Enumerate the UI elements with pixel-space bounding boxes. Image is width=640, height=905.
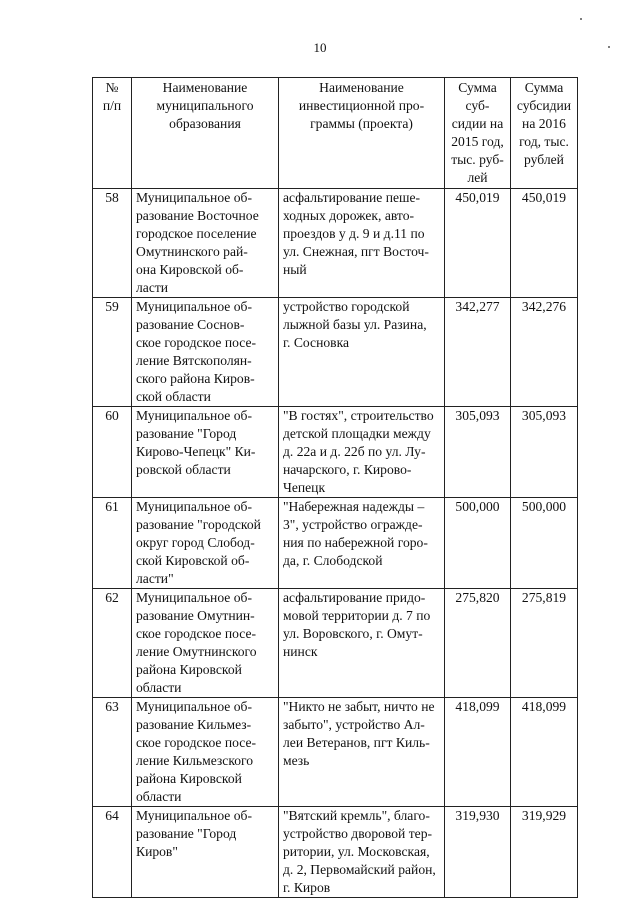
header-program: Наименование инвестиционной про- граммы (проекта) [279,78,445,189]
program-name: "В гостях", строительство детской площадки между д. 22а и д. 22б по ул. Лу- начарского, г. Кирово- Чепецк [279,407,445,498]
table-row [93,807,578,898]
municipality-name: Муниципальное об- разование Соснов- ское городское посе- ление Вятскополян- ского района Киров- ской области [132,298,279,407]
subsidy-2015: 342,277 [445,298,511,407]
row-number: 61 [93,498,132,589]
table-row [93,298,578,407]
header-number: № п/п [93,78,132,189]
row-number: 63 [93,698,132,807]
municipality-name: Муниципальное об- разование "Город Киров" [132,807,279,898]
municipality-name: Муниципальное об- разование "городской округ город Слобод- ской Кировской об- ласти" [132,498,279,589]
table-row [93,189,578,298]
program-name: асфальтирование придо- мовой территории д. 7 по ул. Воровского, г. Омут- нинск [279,589,445,698]
row-number: 59 [93,298,132,407]
municipality-name: Муниципальное об- разование Восточное городское поселение Омутнинского рай- она Кировской об- ласти [132,189,279,298]
subsidy-2015: 305,093 [445,407,511,498]
row-number: 60 [93,407,132,498]
subsidy-2016: 319,929 [511,807,578,898]
header-sum-2016: Сумма субсидии на 2016 год, тыс. рублей [511,78,578,189]
subsidy-2015: 500,000 [445,498,511,589]
row-number: 64 [93,807,132,898]
table-row [93,698,578,807]
program-name: "Никто не забыт, ничто не забыто", устройство Ал- леи Ветеранов, пгт Киль- мезь [279,698,445,807]
scan-speck [608,46,610,48]
subsidy-2016: 305,093 [511,407,578,498]
program-name: "Набережная надежды – 3", устройство огражде- ния по набережной горо- да, г. Слободской [279,498,445,589]
municipality-name: Муниципальное об- разование "Город Кирово-Чепецк" Ки- ровской области [132,407,279,498]
header-municipality: Наименование муниципального образования [132,78,279,189]
subsidy-2015: 418,099 [445,698,511,807]
program-name: асфальтирование пеше- ходных дорожек, авто- проездов у д. 9 и д.11 по ул. Снежная, пгт Восточ- ный [279,189,445,298]
scan-speck [580,18,582,20]
table-row [93,407,578,498]
subsidy-2016: 342,276 [511,298,578,407]
municipality-name: Муниципальное об- разование Кильмез- ское городское посе- ление Кильмезского района Кировской области [132,698,279,807]
program-name: "Вятский кремль", благо- устройство дворовой тер- ритории, ул. Московская, д. 2, Первомайский район, г. Киров [279,807,445,898]
subsidy-2016: 450,019 [511,189,578,298]
table-header-row [93,78,578,189]
subsidy-2016: 500,000 [511,498,578,589]
row-number: 58 [93,189,132,298]
subsidy-2015: 275,820 [445,589,511,698]
table-row [93,498,578,589]
page-number: 10 [313,40,327,55]
subsidy-2015: 450,019 [445,189,511,298]
table-row [93,589,578,698]
subsidy-2015: 319,930 [445,807,511,898]
subsidy-2016: 275,819 [511,589,578,698]
subsidy-table [92,77,578,898]
program-name: устройство городской лыжной базы ул. Разина, г. Сосновка [279,298,445,407]
row-number: 62 [93,589,132,698]
header-sum-2015: Сумма суб- сидии на 2015 год, тыс. руб- лей [445,78,511,189]
subsidy-2016: 418,099 [511,698,578,807]
municipality-name: Муниципальное об- разование Омутнин- ское городское посе- ление Омутнинского района Кировской области [132,589,279,698]
